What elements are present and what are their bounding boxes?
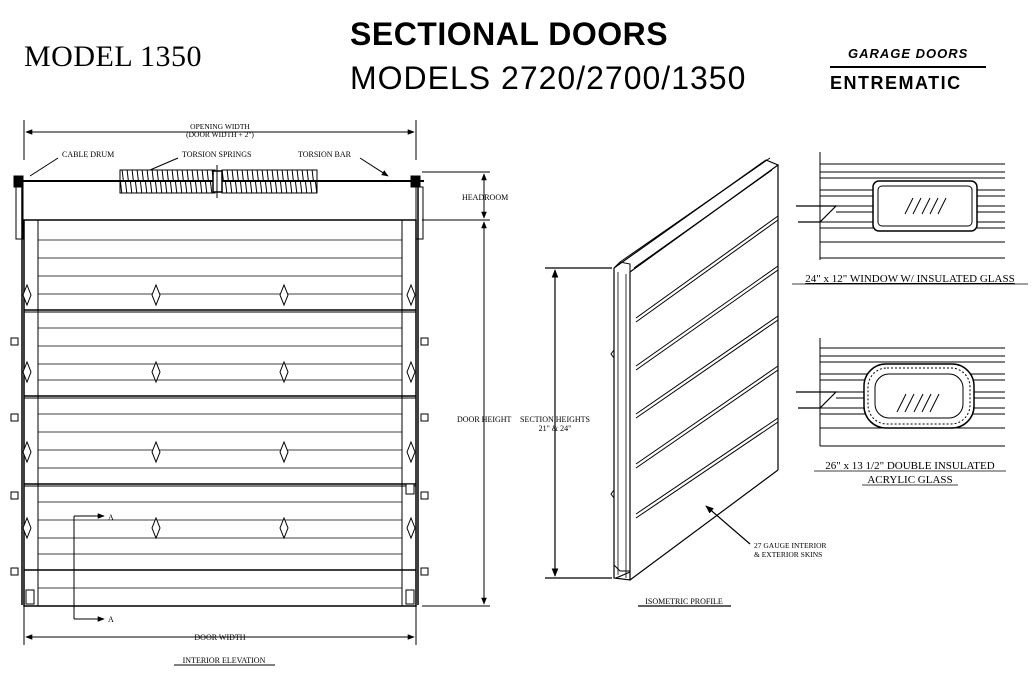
isometric-caption: ISOMETRIC PROFILE	[645, 597, 723, 606]
torsion-bar-label: TORSION BAR	[298, 150, 351, 159]
torsion-bar-leader	[360, 158, 388, 176]
page-title: SECTIONAL DOORS	[350, 16, 669, 52]
iso-front-edge	[614, 268, 630, 580]
center-hinges	[152, 285, 288, 538]
iso-bottom-edge	[630, 470, 778, 580]
door-height-label: DOOR HEIGHT	[457, 415, 512, 424]
torsion-springs-leader	[150, 158, 178, 170]
elevation-caption: INTERIOR ELEVATION	[182, 656, 266, 665]
door-width-label: DOOR WIDTH	[194, 633, 246, 642]
window-detail-acrylic	[796, 338, 1005, 446]
cable-drum-left	[14, 176, 23, 187]
skins-leader	[706, 506, 750, 544]
window-frame	[873, 181, 977, 231]
torsion-spring-left	[120, 170, 215, 193]
cable-drum-right	[411, 176, 420, 187]
right-jamb-bracket	[416, 187, 423, 239]
panel-ribs	[38, 240, 402, 588]
torsion-spring-right	[222, 170, 317, 193]
break-symbol	[796, 206, 836, 222]
opening-width-sublabel: (DOOR WIDTH + 2")	[186, 130, 254, 139]
iso-top-edge	[614, 160, 778, 272]
interior-elevation	[11, 120, 490, 665]
torsion-springs-label: TORSION SPRINGS	[182, 150, 252, 159]
window2-caption: 26" x 13 1/2" DOUBLE INSULATED	[825, 460, 995, 472]
opening-width-label: OPENING WIDTH	[190, 122, 250, 131]
skins-label: 27 GAUGE INTERIOR	[754, 541, 827, 550]
section-marker-top: A	[108, 513, 114, 522]
window1-caption: 24" x 12" WINDOW W/ INSULATED GLASS	[805, 273, 1015, 285]
iso-rib-grooves	[636, 216, 778, 518]
skins-label-line2: & EXTERIOR SKINS	[754, 550, 823, 559]
headroom-label: HEADROOM	[462, 193, 509, 202]
section-heights-values: 21" & 24"	[538, 424, 572, 433]
cable-drum-leader	[30, 158, 58, 176]
brand-tagline: GARAGE DOORS	[848, 46, 969, 61]
break-symbol-2	[796, 392, 836, 408]
section-heights-label: SECTION HEIGHTS	[520, 415, 590, 424]
window-detail-insulated	[796, 152, 1005, 260]
isometric-profile	[545, 158, 778, 606]
page-subtitle: MODELS 2720/2700/1350	[350, 60, 747, 96]
brand-logo: ENTREMATIC	[830, 73, 962, 93]
model-label: MODEL 1350	[24, 40, 203, 73]
door-panel	[24, 220, 416, 606]
section-marker-bottom: A	[108, 615, 114, 624]
window2-caption-line2: ACRYLIC GLASS	[867, 474, 953, 486]
cable-drum-label: CABLE DRUM	[62, 150, 115, 159]
